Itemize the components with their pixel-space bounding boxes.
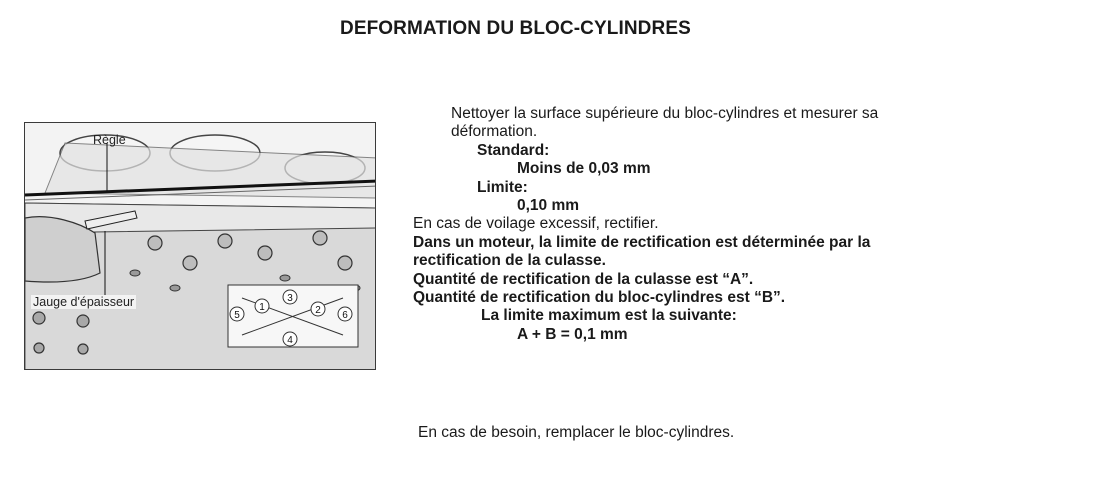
seq-number-4: 4 (287, 335, 293, 346)
ruler-label: Règle (93, 133, 126, 147)
block-surface-drawing (25, 123, 376, 370)
procedure-text (413, 105, 1013, 344)
seq-number-2: 2 (315, 305, 321, 316)
seq-number-6: 6 (342, 310, 348, 321)
intro-line: Nettoyer la surface supérieure du bloc-cylindres et mesurer sa (451, 105, 879, 122)
block-grinding-amount: Quantité de rectification du bloc-cylindres est “B”. (413, 289, 786, 307)
measurement-illustration (24, 122, 376, 370)
feeler-gauge-label: Jauge d'épaisseur (33, 295, 135, 309)
standard-label: Standard: (477, 141, 550, 159)
page-title: DEFORMATION DU BLOC-CYLINDRES (340, 18, 691, 39)
head-grinding-amount: Quantité de rectification de la culasse est “A”. (413, 270, 754, 288)
seq-number-1: 1 (259, 302, 265, 313)
limit-formula: A + B = 0,1 mm (517, 325, 628, 343)
replacement-note: En cas de besoin, remplacer le bloc-cylindres. (418, 424, 735, 441)
seq-number-5: 5 (234, 310, 240, 321)
limit-value: 0,10 mm (517, 197, 580, 215)
standard-value: Moins de 0,03 mm (517, 160, 651, 178)
engine-note: Dans un moteur, la limite de rectification est déterminée par la (413, 233, 871, 251)
limit-label: Limite: (477, 178, 528, 196)
warp-note: En cas de voilage excessif, rectifier. (413, 215, 659, 233)
max-limit-label: La limite maximum est la suivante: (481, 307, 737, 325)
engine-note-continued: rectification de la culasse. (413, 252, 606, 270)
seq-number-3: 3 (287, 293, 293, 304)
intro-line-continued: déformation. (451, 123, 538, 141)
